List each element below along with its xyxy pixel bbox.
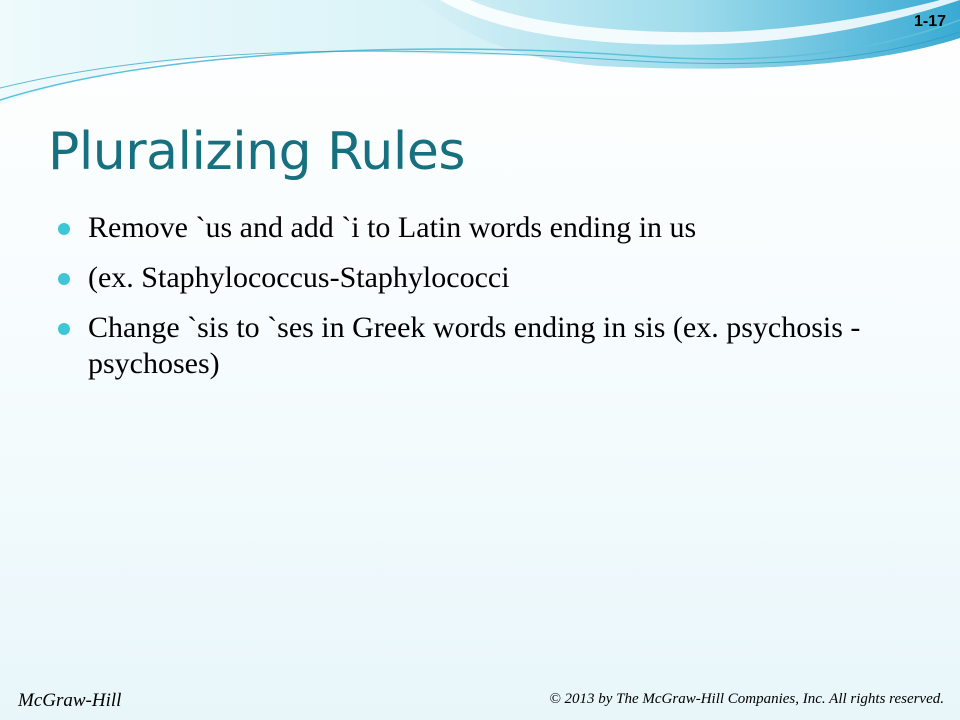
bullet-icon: [58, 223, 70, 235]
bullet-text: (ex. Staphylococcus-Staphylococci: [88, 261, 510, 294]
bullet-item: [56, 210, 916, 246]
bullet-icon: [58, 273, 70, 285]
footer-copyright: © 2013 by The McGraw-Hill Companies, Inc. All rights reserved.: [549, 691, 944, 707]
bullet-icon: [58, 323, 70, 335]
bullet-item: [56, 310, 916, 382]
slide-title: Pluralizing Rules: [48, 122, 465, 182]
bullet-text: Remove `us and add `i to Latin words ending in us: [88, 211, 697, 244]
slide-number: 1-17: [913, 13, 946, 30]
footer-publisher: McGraw-Hill: [18, 690, 122, 711]
header-wave-decoration: [0, 0, 960, 120]
bullet-text: Change `sis to `ses in Greek words ending in sis (ex. psychosis - psychoses): [88, 311, 861, 380]
bullet-list: [56, 210, 916, 396]
bullet-item: [56, 260, 916, 296]
